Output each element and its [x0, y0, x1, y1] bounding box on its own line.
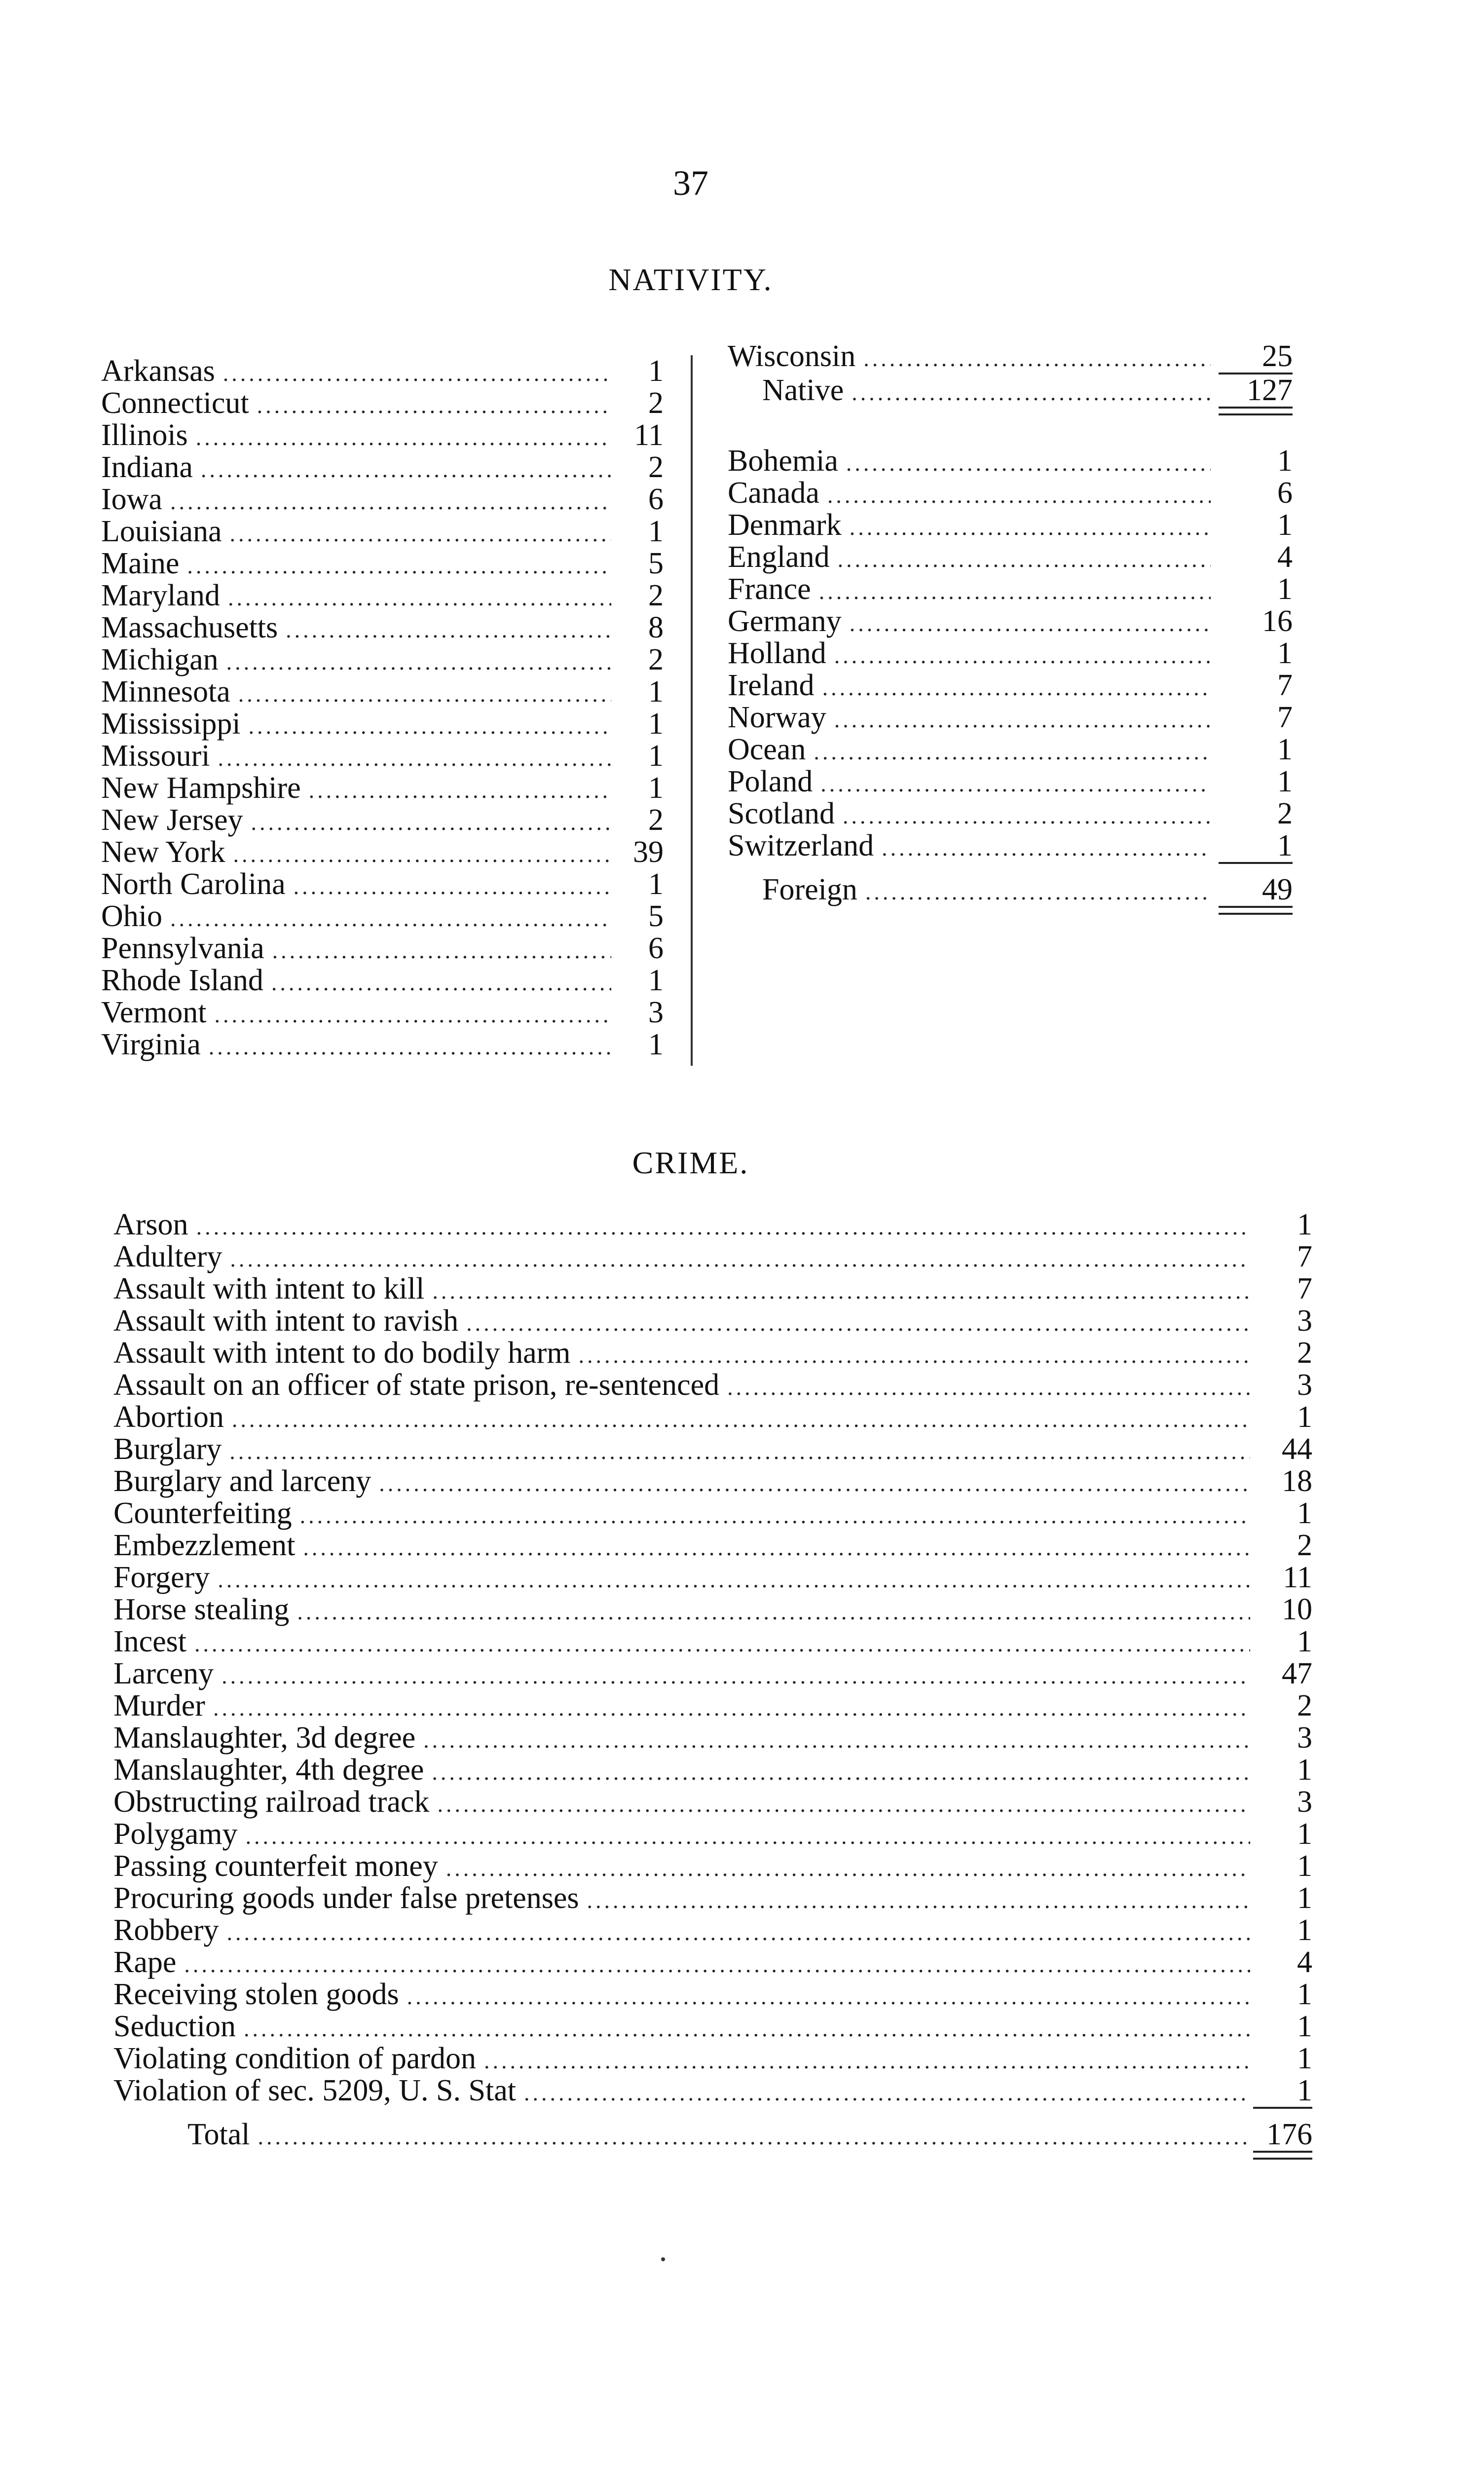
list-item — [113, 1658, 1312, 1690]
crime-count: 1 — [1297, 1978, 1312, 2011]
crime-count: 1 — [1297, 1881, 1312, 1915]
crime-count: 1 — [1297, 1400, 1312, 1434]
state-count: 6 — [648, 483, 664, 516]
crime-count: 2 — [1297, 1336, 1312, 1370]
state-name: Maryland — [101, 579, 221, 612]
country-name: Scotland — [728, 797, 835, 830]
nativity-right-column — [728, 340, 1293, 915]
crime-count: 3 — [1297, 1368, 1312, 1402]
state-name: New York — [101, 835, 225, 869]
list-item — [101, 548, 664, 580]
list-item — [728, 509, 1293, 541]
state-name: Indiana — [101, 450, 193, 484]
native-total-count: 127 — [1247, 374, 1293, 407]
list-item — [101, 740, 664, 772]
crime-name: Counterfeiting — [113, 1496, 292, 1530]
state-count: 25 — [1262, 339, 1293, 373]
crime-name: Polygamy — [113, 1817, 238, 1851]
list-item — [728, 766, 1293, 798]
list-item — [113, 1914, 1312, 1946]
state-name: Minnesota — [101, 675, 230, 709]
list-item — [101, 900, 664, 933]
state-name: Pennsylvania — [101, 932, 264, 965]
crime-count: 7 — [1297, 1272, 1312, 1306]
crime-name: Seduction — [113, 2010, 236, 2043]
list-item — [101, 387, 664, 419]
list-item — [113, 1626, 1312, 1658]
list-item — [113, 1882, 1312, 1914]
list-item — [113, 1786, 1312, 1818]
list-item — [113, 1305, 1312, 1337]
crime-count: 1 — [1297, 2042, 1312, 2075]
list-item — [101, 484, 664, 516]
crime-name: Adultery — [113, 1240, 223, 1273]
list-item — [101, 516, 664, 548]
list-item — [101, 868, 664, 900]
crime-name: Obstructing railroad track — [113, 1785, 430, 1819]
crime-count: 10 — [1282, 1593, 1312, 1626]
crime-count: 11 — [1283, 1561, 1312, 1594]
crime-name: Passing counterfeit money — [113, 1849, 438, 1883]
crime-count: 1 — [1297, 1625, 1312, 1658]
list-item — [113, 2011, 1312, 2043]
crime-name: Manslaughter, 3d degree — [113, 1721, 416, 1755]
ink-speck — [661, 2257, 665, 2261]
double-rule — [1219, 906, 1293, 915]
crime-name: Horse stealing — [113, 1593, 290, 1626]
state-count: 1 — [648, 707, 664, 741]
foreign-total-count: 49 — [1262, 873, 1293, 906]
double-rule — [1253, 2151, 1312, 2160]
crime-count: 1 — [1297, 1849, 1312, 1883]
crime-name: Robbery — [113, 1913, 219, 1947]
list-item — [728, 702, 1293, 734]
list-item — [728, 830, 1293, 862]
page-number: 37 — [673, 163, 708, 203]
crime-count: 2 — [1297, 1689, 1312, 1722]
list-item — [101, 644, 664, 676]
list-item — [101, 965, 664, 997]
state-count: 6 — [648, 932, 664, 965]
list-item — [101, 804, 664, 836]
list-item — [113, 1722, 1312, 1754]
state-name: Arkansas — [101, 354, 215, 388]
country-count: 16 — [1262, 604, 1293, 638]
country-name: England — [728, 540, 830, 574]
foreign-total-row — [728, 874, 1293, 906]
crime-heading: CRIME. — [632, 1145, 749, 1180]
country-count: 1 — [1277, 636, 1293, 670]
crime-name: Burglary — [113, 1432, 222, 1466]
foreign-countries-list — [728, 445, 1293, 862]
country-name: Ireland — [728, 669, 815, 702]
list-item — [101, 355, 664, 387]
state-count: 5 — [648, 547, 664, 580]
country-name: Holland — [728, 636, 826, 670]
list-item — [728, 477, 1293, 509]
country-name: Ocean — [728, 733, 806, 766]
crime-name: Forgery — [113, 1561, 210, 1594]
country-name: Norway — [728, 701, 826, 734]
list-item — [728, 541, 1293, 573]
list-item — [101, 836, 664, 868]
crime-name: Procuring goods under false pretenses — [113, 1881, 579, 1915]
crime-total-row — [113, 2119, 1312, 2151]
list-item — [101, 1029, 664, 1061]
native-total-row — [728, 374, 1293, 407]
list-item — [113, 1401, 1312, 1433]
country-count: 1 — [1277, 765, 1293, 798]
crime-count: 3 — [1297, 1785, 1312, 1819]
state-count: 1 — [648, 964, 664, 997]
list-item — [113, 1465, 1312, 1497]
list-item — [113, 1946, 1312, 1979]
state-count: 11 — [634, 418, 664, 452]
list-item — [113, 1497, 1312, 1530]
country-count: 2 — [1277, 797, 1293, 830]
country-count: 7 — [1277, 701, 1293, 734]
state-name: Vermont — [101, 996, 207, 1029]
crime-name: Incest — [113, 1625, 187, 1658]
list-item — [113, 1850, 1312, 1882]
crime-name: Receiving stolen goods — [113, 1978, 399, 2011]
list-item — [728, 798, 1293, 830]
crime-table — [113, 1209, 1312, 2160]
country-name: Denmark — [728, 508, 842, 542]
native-total-label: Native — [762, 374, 844, 407]
list-item — [113, 1754, 1312, 1786]
list-item — [101, 676, 664, 708]
state-name: New Jersey — [101, 803, 243, 837]
crime-name: Embezzlement — [113, 1529, 296, 1562]
state-name: New Hampshire — [101, 771, 301, 805]
state-count: 1 — [648, 1028, 664, 1061]
list-item — [101, 933, 664, 965]
crime-count: 1 — [1297, 1817, 1312, 1851]
list-item — [101, 772, 664, 804]
list-item — [113, 2075, 1312, 2107]
crime-name: Violation of sec. 5209, U. S. Stat — [113, 2074, 516, 2107]
list-item — [728, 340, 1293, 373]
state-name: Illinois — [101, 418, 188, 452]
crime-count: 44 — [1282, 1432, 1312, 1466]
state-count: 1 — [648, 771, 664, 805]
state-count: 1 — [648, 515, 664, 548]
country-count: 1 — [1277, 733, 1293, 766]
list-item — [113, 1209, 1312, 1241]
nativity-heading: NATIVITY. — [608, 262, 773, 297]
crime-count: 1 — [1297, 1913, 1312, 1947]
state-count: 1 — [648, 739, 664, 773]
state-count: 2 — [648, 579, 664, 612]
list-item — [728, 670, 1293, 702]
crime-name: Violating condition of pardon — [113, 2042, 476, 2075]
country-count: 6 — [1277, 476, 1293, 510]
crime-list — [113, 1209, 1312, 2107]
state-count: 1 — [648, 675, 664, 709]
crime-count: 18 — [1282, 1464, 1312, 1498]
crime-count: 1 — [1297, 1753, 1312, 1787]
list-item — [113, 1562, 1312, 1594]
nativity-native-states-list — [101, 355, 664, 1061]
state-name: Missouri — [101, 739, 210, 773]
country-count: 4 — [1277, 540, 1293, 574]
list-item — [113, 1979, 1312, 2011]
list-item — [728, 734, 1293, 766]
list-item — [113, 1241, 1312, 1273]
country-name: France — [728, 572, 811, 606]
list-item — [728, 637, 1293, 670]
state-count: 2 — [648, 450, 664, 484]
list-item — [728, 605, 1293, 637]
list-item — [101, 419, 664, 451]
list-item — [113, 1594, 1312, 1626]
country-count: 1 — [1277, 508, 1293, 542]
crime-count: 3 — [1297, 1304, 1312, 1338]
crime-name: Manslaughter, 4th degree — [113, 1753, 424, 1787]
list-item — [113, 1433, 1312, 1465]
state-name: Maine — [101, 547, 180, 580]
list-item — [113, 1530, 1312, 1562]
list-item — [113, 1818, 1312, 1850]
list-item — [728, 445, 1293, 477]
crime-count: 2 — [1297, 1529, 1312, 1562]
state-count: 2 — [648, 803, 664, 837]
list-item — [113, 1690, 1312, 1722]
crime-count: 1 — [1297, 1208, 1312, 1241]
list-item — [113, 2043, 1312, 2075]
country-name: Canada — [728, 476, 819, 510]
crime-count: 1 — [1297, 1496, 1312, 1530]
crime-name: Assault on an officer of state prison, re-sentenced — [113, 1368, 720, 1402]
crime-name: Murder — [113, 1689, 205, 1722]
foreign-total-label: Foreign — [762, 873, 857, 906]
state-name: Rhode Island — [101, 964, 263, 997]
state-name: Mississippi — [101, 707, 241, 741]
crime-name: Burglary and larceny — [113, 1464, 371, 1498]
list-item — [113, 1337, 1312, 1369]
list-item — [101, 612, 664, 644]
state-count: 1 — [648, 867, 664, 901]
state-name: Iowa — [101, 483, 162, 516]
crime-name: Assault with intent to kill — [113, 1272, 425, 1306]
country-name: Bohemia — [728, 444, 838, 478]
list-item — [113, 1369, 1312, 1401]
country-count: 7 — [1277, 669, 1293, 702]
state-count: 5 — [648, 899, 664, 933]
crime-count: 47 — [1282, 1657, 1312, 1690]
country-name: Poland — [728, 765, 813, 798]
list-item — [113, 1273, 1312, 1305]
crime-name: Rape — [113, 1945, 177, 1979]
state-name: Virginia — [101, 1028, 201, 1061]
list-item — [101, 708, 664, 740]
country-name: Switzerland — [728, 829, 874, 862]
list-item — [101, 451, 664, 484]
state-name: Louisiana — [101, 515, 222, 548]
crime-count: 1 — [1297, 2010, 1312, 2043]
crime-count: 7 — [1297, 1240, 1312, 1273]
country-count: 1 — [1277, 572, 1293, 606]
double-rule — [1219, 407, 1293, 415]
country-name: Germany — [728, 604, 842, 638]
state-name: Michigan — [101, 643, 219, 676]
state-name: North Carolina — [101, 867, 286, 901]
crime-name: Larceny — [113, 1657, 214, 1690]
state-count: 2 — [648, 643, 664, 676]
country-count: 1 — [1277, 829, 1293, 862]
state-name: Massachusetts — [101, 611, 278, 644]
state-name: Wisconsin — [728, 339, 856, 373]
list-item — [101, 580, 664, 612]
state-count: 39 — [633, 835, 664, 869]
crime-total-label: Total — [187, 2118, 250, 2151]
crime-name: Abortion — [113, 1400, 224, 1434]
list-item — [101, 997, 664, 1029]
column-divider — [691, 355, 693, 1066]
country-count: 1 — [1277, 444, 1293, 478]
crime-name: Assault with intent to do bodily harm — [113, 1336, 571, 1370]
state-count: 8 — [648, 611, 664, 644]
crime-count: 3 — [1297, 1721, 1312, 1755]
crime-count: 1 — [1297, 2074, 1312, 2107]
state-name: Connecticut — [101, 386, 249, 420]
crime-count: 4 — [1297, 1945, 1312, 1979]
state-count: 2 — [648, 386, 664, 420]
state-name: Ohio — [101, 899, 162, 933]
crime-name: Assault with intent to ravish — [113, 1304, 459, 1338]
state-count: 3 — [648, 996, 664, 1029]
list-item — [728, 573, 1293, 605]
state-count: 1 — [648, 354, 664, 388]
crime-total-count: 176 — [1266, 2118, 1312, 2151]
crime-name: Arson — [113, 1208, 188, 1241]
